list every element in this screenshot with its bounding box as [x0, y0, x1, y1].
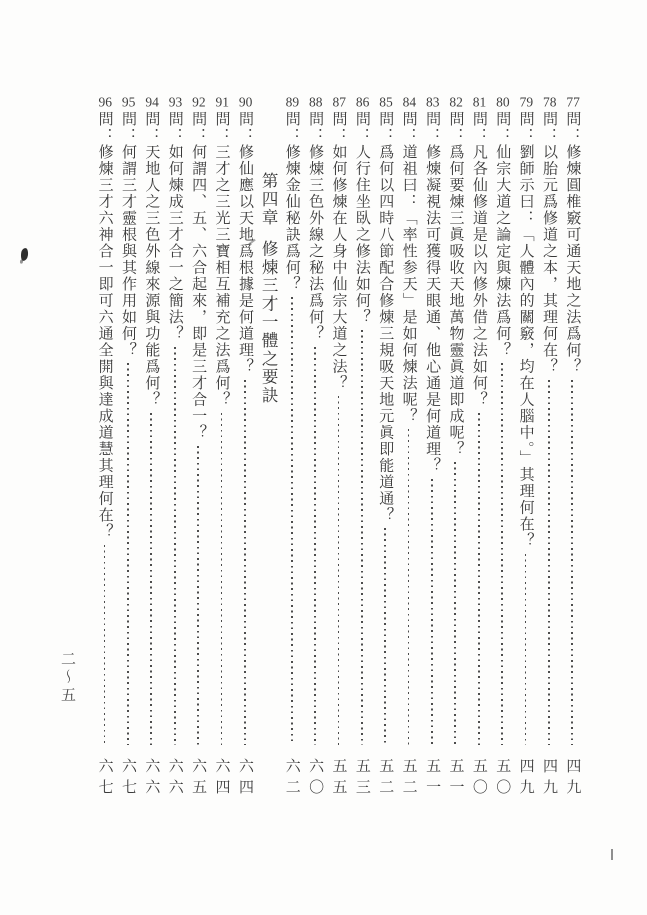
question-text: 如何修煉在人身中仙宗大道之法？: [330, 143, 347, 391]
question-number: 90: [238, 95, 253, 109]
toc-entry: [140, 94, 163, 800]
page-number: 六六: [166, 758, 183, 800]
page-number: 四九: [517, 758, 534, 800]
question-text: 何謂四、五、六合起來，即是三才合一？: [190, 143, 207, 441]
dot-leader: [338, 396, 340, 745]
question-marker: 問：: [541, 110, 558, 144]
folio-page-number: 二〜五: [59, 651, 75, 705]
dot-leader: [454, 462, 456, 745]
dot-leader: [314, 347, 316, 746]
question-text: 修仙應以天地爲根據是何道理？: [236, 143, 253, 375]
page-number: 六二: [283, 758, 300, 800]
question-text: 爲何以四時八節配合修煉三規吸天地元眞即能道通？: [377, 143, 394, 523]
page-number: 五一: [424, 758, 441, 800]
question-text: 仙宗大道之論定與煉法爲何？: [494, 143, 511, 358]
toc-entry: [444, 94, 467, 800]
question-marker: 問：: [494, 110, 511, 144]
dot-leader: [127, 363, 129, 745]
question-marker: 問：: [119, 110, 136, 144]
question-text: 何謂三才靈根與其作用如何？: [119, 143, 136, 358]
question-text: 如何煉成三才合一之簡法？: [166, 143, 183, 342]
dot-leader: [431, 479, 433, 746]
toc-entry: [420, 94, 443, 800]
toc-entry: [397, 94, 420, 800]
question-marker: 問：: [213, 110, 230, 144]
question-marker: 問：: [143, 110, 160, 144]
page-number: 六〇: [307, 758, 324, 800]
dot-leader: [384, 528, 386, 745]
question-text: 人行住坐臥之修法如何？: [353, 143, 370, 325]
dot-leader: [174, 347, 176, 746]
question-text: 以胎元爲修道之本，其理何在？: [541, 143, 558, 375]
toc-entry: [186, 94, 209, 800]
dot-leader: [408, 429, 410, 745]
question-number: 81: [472, 95, 487, 109]
page-number: 六六: [143, 758, 160, 800]
toc-entry: [561, 94, 584, 800]
dot-leader: [548, 380, 550, 746]
page-number: 五二: [377, 758, 394, 800]
question-number: 92: [192, 95, 206, 109]
question-marker: 問：: [470, 110, 487, 144]
question-text: 三才之三光三寶相互補充之法爲何？: [213, 143, 230, 408]
toc-entry: [514, 94, 537, 800]
question-text: 修煉三色外線之秘法爲何？: [307, 143, 324, 342]
question-number: 85: [379, 95, 393, 109]
question-marker: 問：: [330, 110, 347, 144]
question-text: 修煉金仙秘訣爲何？: [283, 143, 300, 292]
question-marker: 問：: [166, 110, 183, 144]
question-text: 道祖曰：「率性参天」是如何煉法呢？: [400, 143, 417, 424]
toc-entry: [373, 94, 396, 800]
question-text: 天地人之三色外線來源與功能爲何？: [143, 143, 160, 408]
dot-leader: [525, 554, 527, 746]
question-number: 96: [98, 95, 113, 109]
question-number: 79: [519, 95, 534, 109]
toc-entry: [93, 94, 116, 800]
dot-leader: [291, 297, 293, 745]
question-number: 80: [496, 95, 510, 109]
ink-blot-artifact: [20, 248, 29, 262]
question-number: 83: [426, 95, 440, 109]
dot-leader: [104, 545, 106, 746]
dot-leader: [221, 413, 223, 746]
question-number: 82: [449, 95, 463, 109]
page-number: 五一: [447, 758, 464, 800]
dot-leader: [197, 446, 199, 746]
toc-entry: [350, 94, 373, 800]
question-marker: 問：: [96, 110, 113, 144]
question-number: 89: [285, 95, 300, 109]
dot-leader: [571, 380, 573, 746]
dot-leader: [361, 330, 363, 745]
toc-columns: [93, 94, 584, 800]
question-text: 凡各仙修道是以內修外借之法如何？: [470, 143, 487, 408]
question-marker: 問：: [564, 110, 581, 144]
toc-entry: [467, 94, 490, 800]
question-number: 91: [215, 95, 229, 109]
question-marker: 問：: [190, 110, 207, 144]
question-number: 78: [542, 95, 557, 109]
toc-entry: [537, 94, 560, 800]
page-number: 五〇: [470, 758, 487, 800]
chapter-label: 第四章: [259, 172, 279, 227]
question-marker: 問：: [400, 110, 417, 144]
page-number: 五五: [330, 758, 347, 800]
chapter-title: 修煉三才一體之要訣: [259, 239, 279, 405]
page-number: 五三: [353, 758, 370, 800]
edge-tick-artifact: [611, 849, 613, 860]
page-number: 六七: [96, 758, 113, 800]
question-marker: 問：: [377, 110, 394, 144]
page-number: 四九: [541, 758, 558, 800]
question-number: 94: [145, 95, 159, 109]
toc-entry: [210, 94, 233, 800]
question-text: 修煉三才六神合一即可六通全開與達成道慧其理何在？: [96, 143, 113, 540]
page-number: 六七: [119, 758, 136, 800]
page-number: 六五: [190, 758, 207, 800]
question-number: 87: [332, 95, 346, 109]
question-number: 77: [566, 95, 580, 109]
question-number: 93: [168, 95, 183, 109]
toc-entry: [233, 94, 256, 800]
question-text: 修煉圓椎竅可通天地之法爲何？: [564, 143, 581, 375]
question-number: 88: [309, 95, 323, 109]
dot-leader: [244, 380, 246, 746]
question-marker: 問：: [353, 110, 370, 144]
question-number: 84: [402, 95, 417, 109]
toc-entry: [303, 94, 326, 800]
page-number: 五二: [400, 758, 417, 800]
dot-leader: [501, 363, 503, 745]
page-number: 六四: [213, 758, 230, 800]
question-text: 修煉凝視法可獲得天眼通、他心通是何道理？: [424, 143, 441, 474]
chapter-heading-column: [257, 94, 280, 800]
question-text: 爲何要煉三眞吸收天地萬物靈眞道即成呢？: [447, 143, 464, 457]
question-marker: 問：: [283, 110, 300, 144]
question-marker: 問：: [424, 110, 441, 144]
question-marker: 問：: [447, 110, 464, 144]
question-marker: 問：: [236, 110, 253, 144]
question-number: 86: [355, 95, 370, 109]
toc-entry: [280, 94, 303, 800]
question-marker: 問：: [517, 110, 534, 144]
dot-leader: [478, 413, 480, 746]
question-text: 劉師示曰：「人體內的關竅，均在人腦中。」其理何在？: [517, 143, 534, 549]
question-marker: 問：: [307, 110, 324, 144]
page-number: 四九: [564, 758, 581, 800]
toc-entry: [116, 94, 139, 800]
dot-leader: [150, 413, 152, 746]
toc-entry: [490, 94, 513, 800]
page-number: 六四: [236, 758, 253, 800]
page-number: 五〇: [494, 758, 511, 800]
toc-entry: [327, 94, 350, 800]
toc-entry: [163, 94, 186, 800]
question-number: 95: [121, 95, 136, 109]
